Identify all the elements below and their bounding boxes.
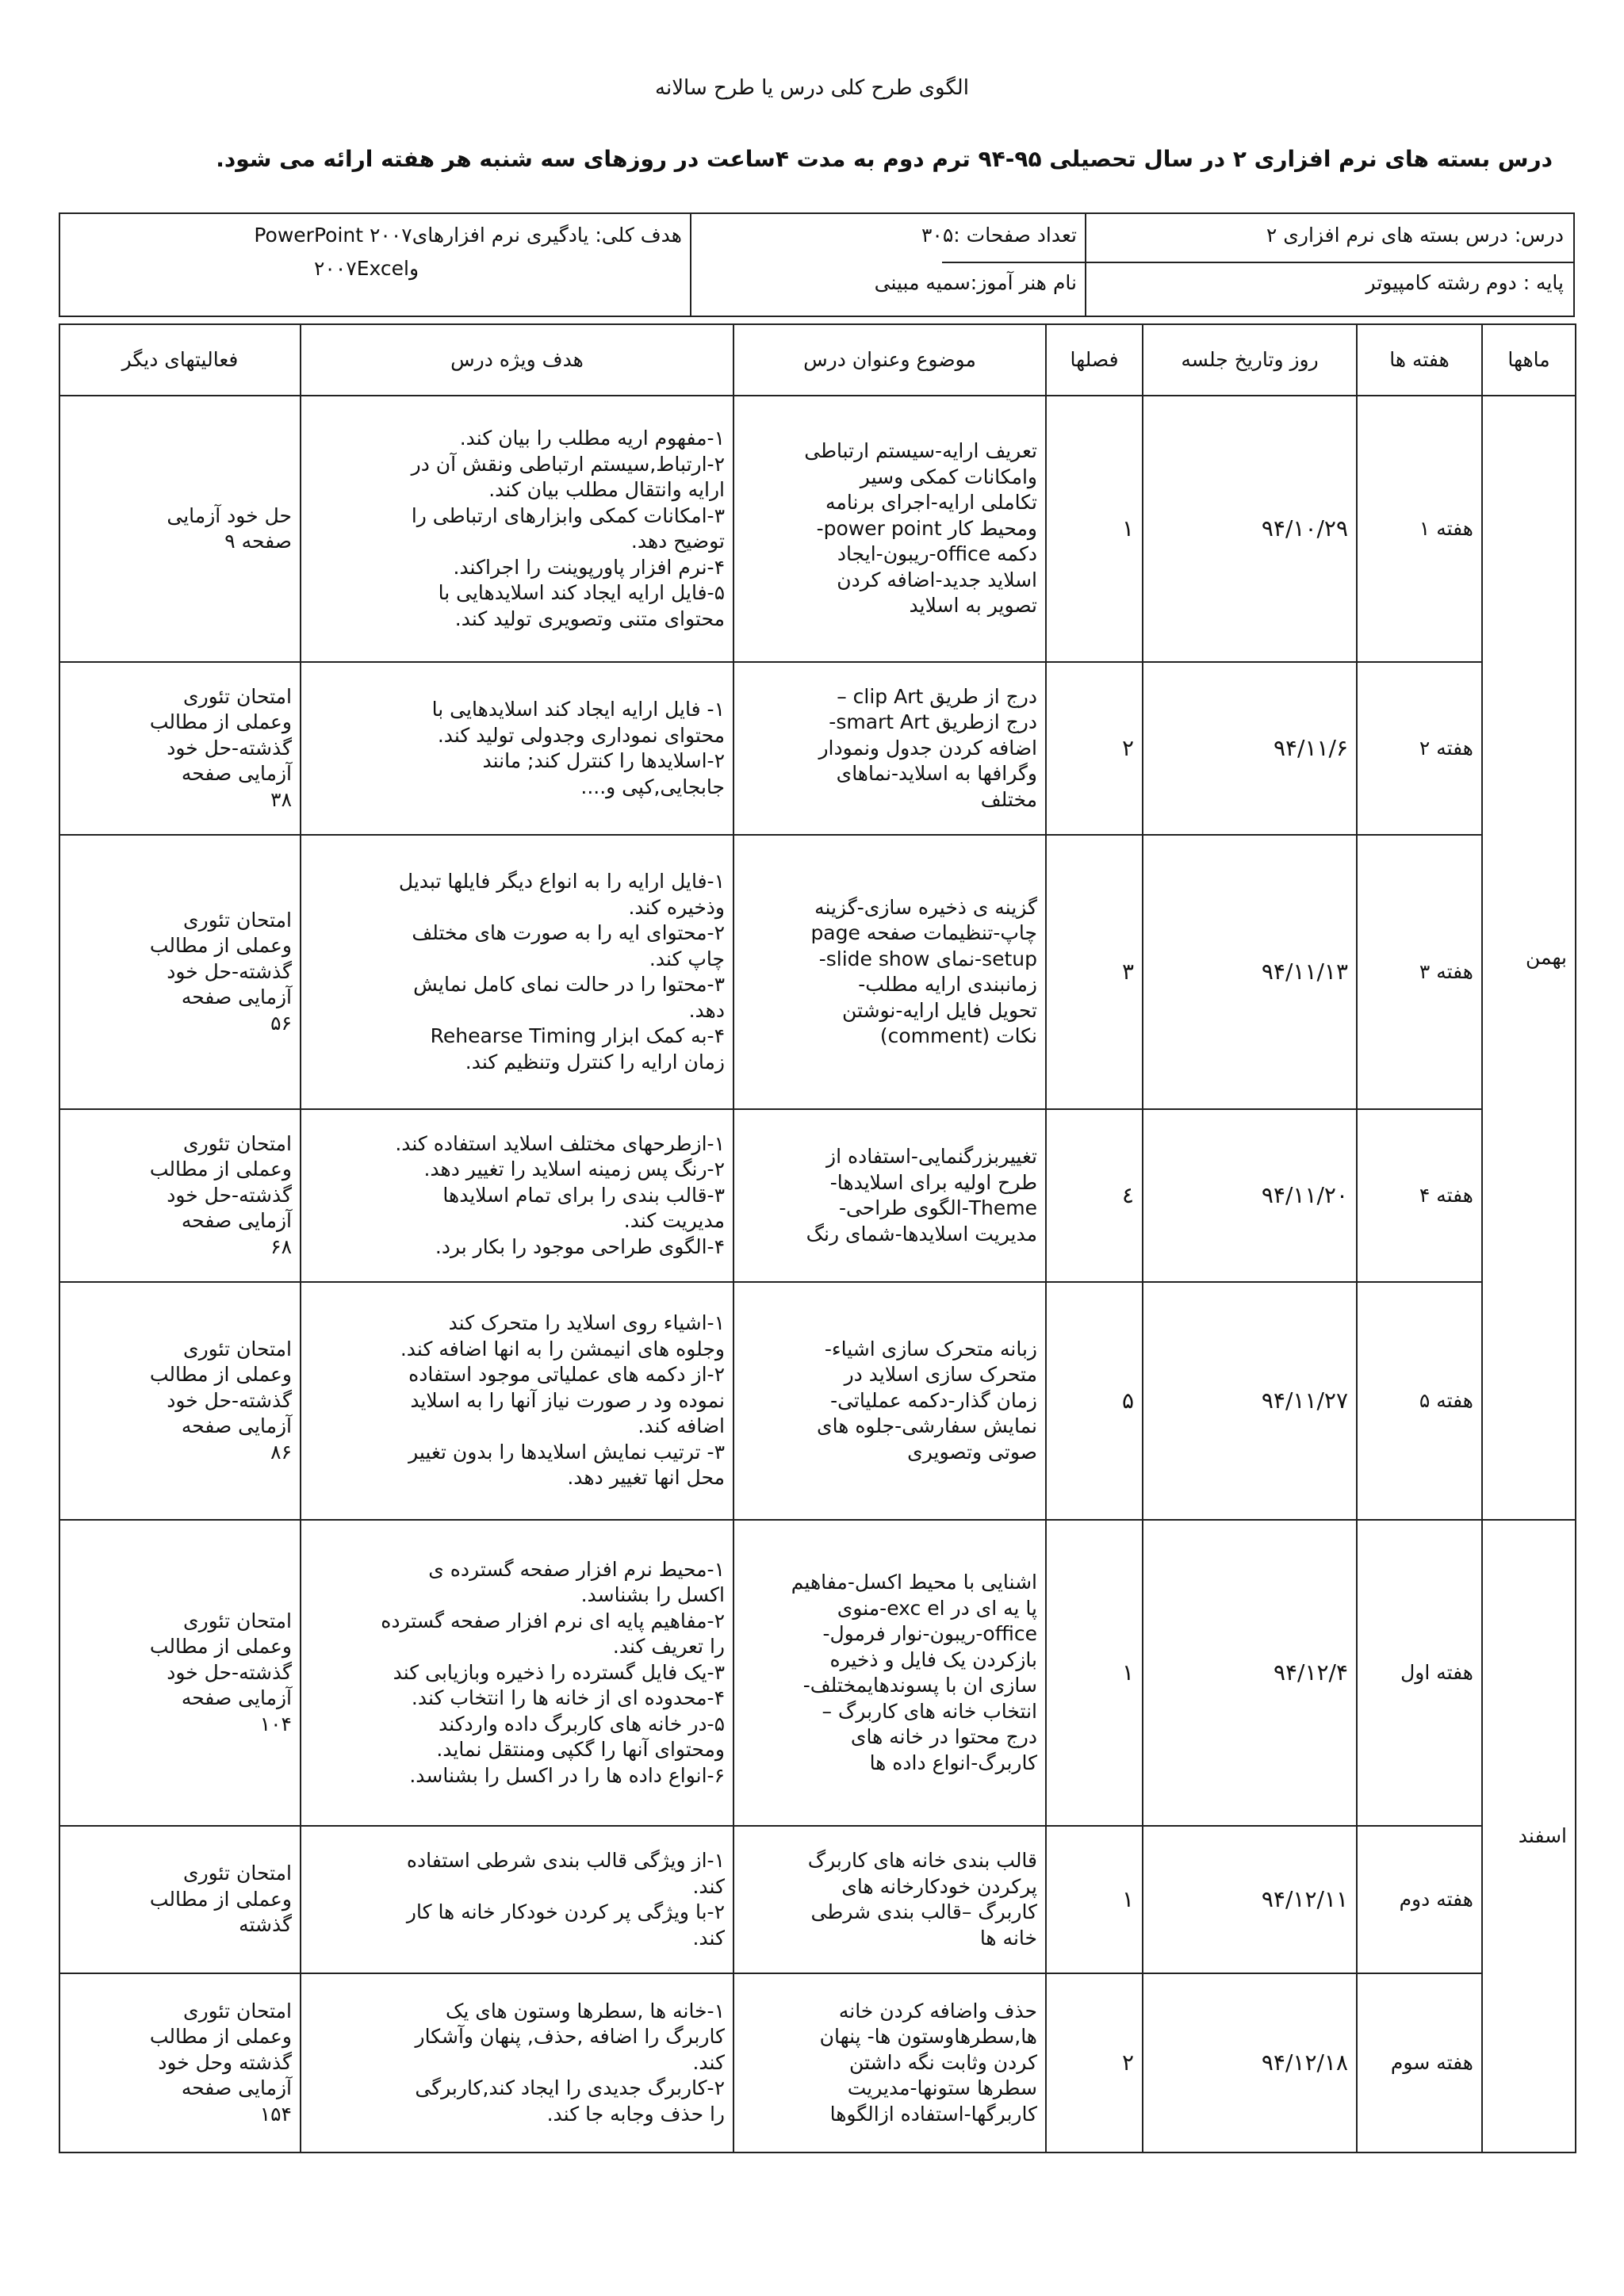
objective-line: ۲-مفاهیم پایه ای نرم افزار صفحه گسترده <box>381 1609 725 1632</box>
chapter-cell: ۳ <box>1046 835 1143 1109</box>
activity-line: حل خود آزمایی <box>167 503 292 527</box>
activity-cell <box>59 662 301 835</box>
objective-line: کند. <box>692 2050 725 2074</box>
activity-cell <box>59 396 301 662</box>
topic-line: چاپ-تنظیمات صفحه page <box>810 921 1037 944</box>
date-cell: ۹۴/۱۱/۲۷ <box>1143 1282 1357 1520</box>
topic-cell <box>733 1973 1046 2152</box>
table-row <box>59 1826 1576 1973</box>
topic-line: حذف واضافه کردن خانه <box>838 1999 1037 2022</box>
topic-line: درج ازطریق smart Art- <box>829 710 1037 734</box>
topic-line: وگرافها به اسلاید-نماهای <box>836 762 1037 786</box>
header-objective: هدف ویژه درس <box>301 324 733 396</box>
objective-line: زمان ارایه را کنترل وتنظیم کند. <box>465 1050 725 1073</box>
activity-cell <box>59 1973 301 2152</box>
date-cell: ۹۴/۱۲/۱۸ <box>1143 1973 1357 2152</box>
activity-line: آزمایی صفحه <box>181 2076 292 2100</box>
activity-line: وعملی از مطالب <box>149 1635 292 1659</box>
chapter-cell: ۱ <box>1046 396 1143 662</box>
table-row <box>59 662 1576 835</box>
activity-line: وعملی از مطالب <box>149 934 292 958</box>
activity-line: ۵۶ <box>270 1011 292 1035</box>
topic-cell <box>733 835 1046 1109</box>
topic-line: کاربرگ –قالب بندی شرطی <box>810 1900 1037 1923</box>
table-row <box>59 835 1576 1109</box>
course-info-box <box>59 212 1575 317</box>
week-cell: هفته دوم <box>1357 1826 1482 1973</box>
activity-cell <box>59 1520 301 1826</box>
activity-line: صفحه ۹ <box>224 530 292 553</box>
objective-line: دهد. <box>688 998 725 1022</box>
date-cell: ۹۴/۱۲/۴ <box>1143 1520 1357 1826</box>
topic-line: بازکردن یک فایل و ذخیره <box>829 1647 1037 1671</box>
week-cell: هفته ۳ <box>1357 835 1482 1109</box>
activity-line: آزمایی صفحه <box>181 762 292 786</box>
week-cell: هفته سوم <box>1357 1973 1482 2152</box>
activity-line: امتحان تئوری <box>183 684 292 708</box>
objective-line: ۴-الگوی طراحی موجود را بکار برد. <box>435 1234 725 1258</box>
activity-line: امتحان تئوری <box>183 1862 292 1885</box>
activity-cell <box>59 1109 301 1282</box>
objective-line: ارایه وانتقال مطلب بیان کند. <box>488 478 725 501</box>
topic-line: ها,سطرهاوستون ها- پنهان <box>819 2025 1037 2049</box>
objective-cell <box>301 1520 733 1826</box>
topic-line: گزینه ی ذخیره سازی-گزینه <box>814 895 1037 919</box>
topic-cell <box>733 1109 1046 1282</box>
activity-line: وعملی از مطالب <box>149 1887 292 1911</box>
topic-line: کاربرگ-انواع داده ها <box>869 1751 1037 1774</box>
activity-line: گذشته-حل خود <box>167 1388 292 1412</box>
date-cell: ۹۴/۱۲/۱۱ <box>1143 1826 1357 1973</box>
activity-cell <box>59 835 301 1109</box>
topic-line: زبانه متحرک سازی اشیاء- <box>824 1337 1037 1360</box>
objective-cell <box>301 1973 733 2152</box>
activity-line: آزمایی صفحه <box>181 1414 292 1438</box>
topic-line: setup-نمای slide show- <box>818 947 1037 970</box>
objective-line: چاپ کند. <box>649 947 725 970</box>
objective-line: کند. <box>692 1874 725 1898</box>
table-row <box>59 1520 1576 1826</box>
activity-line: ۶۸ <box>270 1234 292 1258</box>
table-row <box>59 1109 1576 1282</box>
activity-line: گذشته وحل خود <box>158 2050 292 2074</box>
topic-line: زمانبندی ارایه مطلب- <box>858 973 1037 996</box>
header-month: ماهها <box>1482 324 1576 396</box>
week-cell: هفته اول <box>1357 1520 1482 1826</box>
objective-line: ۱-مفهوم اریه مطلب را بیان کند. <box>459 427 725 450</box>
objective-line: ۳- ترتیب نمایش اسلایدها را بدون تغییر <box>408 1440 725 1464</box>
objective-line: ۱-ازطرحهای مختلف اسلاید استفاده کند. <box>395 1131 725 1155</box>
objective-line: ۱-محیط نرم افزار صفحه گسترده ی <box>428 1557 725 1581</box>
objective-cell <box>301 1282 733 1520</box>
objective-line: محل انها تغییر دهد. <box>567 1466 725 1490</box>
objective-line: ۵-در خانه های کاربرگ داده واردکند <box>438 1712 725 1735</box>
objective-line: توضیح دهد. <box>630 530 725 553</box>
page-count: تعداد صفحات :۳۰۵ <box>921 224 1077 247</box>
table-row <box>59 1973 1576 2152</box>
topic-cell <box>733 1520 1046 1826</box>
objective-line: ۲-ارتباط,سیستم ارتباطی ونقش آن در <box>411 452 725 476</box>
objective-line: محتوای نموداری وجدولی تولید کند. <box>437 723 725 747</box>
general-goal-line1: هدف کلی: یادگیری نرم افزارهای۲۰۰۷ PowerPoint <box>254 224 682 247</box>
objective-cell <box>301 1826 733 1973</box>
activity-cell <box>59 1826 301 1973</box>
activity-line: امتحان تئوری <box>183 1999 292 2022</box>
topic-line: انتخاب خانه های کاربرگ – <box>822 1699 1037 1723</box>
objective-line: ۱-فایل ارایه را به انواع دیگر فایلها تبدیل <box>398 870 725 893</box>
activity-line: وعملی از مطالب <box>149 2025 292 2049</box>
objective-line: ۳-محتوا را در حالت نمای کامل نمایش <box>413 973 725 996</box>
objective-line: اضافه کند. <box>638 1414 725 1438</box>
objective-line: ۲-محتوای ایه را به صورت های مختلف <box>412 921 725 944</box>
objective-line: وجلوه های انیمشن را به انها اضافه کند. <box>400 1337 725 1360</box>
table-row <box>59 1282 1576 1520</box>
activity-line: گذشته-حل خود <box>167 1660 292 1684</box>
lesson-plan-table <box>59 323 1576 2153</box>
topic-line: متحرک سازی اسلاید در <box>844 1363 1037 1387</box>
objective-line: ۳-یک فایل گسترده را ذخیره وبازیابی کند <box>393 1660 725 1684</box>
table-row <box>59 396 1576 662</box>
objective-line: جابجایی,کپی و.... <box>580 775 725 798</box>
objective-line: ۴-نرم افزار پاورپوینت را اجراکند. <box>453 555 725 579</box>
date-cell: ۹۴/۱۰/۲۹ <box>1143 396 1357 662</box>
activity-line: وعملی از مطالب <box>149 1158 292 1181</box>
objective-line: ۱-خانه ها ,سطرها وستون های یک <box>446 1999 725 2022</box>
objective-line: ۲-با ویژگی پر کردن خودکار خانه ها کار <box>406 1900 725 1923</box>
general-goal-line2: و۲۰۰۷Excel <box>314 257 419 280</box>
header-date: روز وتاریخ جلسه <box>1143 324 1357 396</box>
activity-line: وعملی از مطالب <box>149 1363 292 1387</box>
header-topic: موضوع وعنوان درس <box>733 324 1046 396</box>
activity-line: گذشته-حل خود <box>167 959 292 983</box>
chapter-cell: ٤ <box>1046 1109 1143 1282</box>
divider <box>690 214 691 316</box>
date-cell: ۹۴/۱۱/۶ <box>1143 662 1357 835</box>
topic-line: تصویر به اسلاید <box>909 594 1037 618</box>
activity-line: ۸۶ <box>270 1440 292 1464</box>
objective-line: اکسل را بشناسد. <box>580 1583 725 1607</box>
objective-line: مدیریت کند. <box>623 1209 725 1233</box>
topic-line: تعریف ارایه-سیستم ارتباطی <box>804 439 1037 463</box>
date-cell: ۹۴/۱۱/۱۳ <box>1143 835 1357 1109</box>
month-cell: بهمن <box>1482 396 1576 1520</box>
topic-line: مختلف <box>980 787 1037 811</box>
objective-line: ومحتوای آنها را گکپی ومنتقل نماید. <box>436 1738 725 1762</box>
topic-line: سطرها ستونها-مدیریت <box>847 2076 1037 2100</box>
topic-line: درج محتوا در خانه های <box>850 1725 1037 1748</box>
topic-line: طرح اولیه برای اسلایدها- <box>829 1170 1037 1194</box>
topic-line: درج از طریق clip Art – <box>837 684 1037 708</box>
chapter-cell: ۲ <box>1046 662 1143 835</box>
topic-line: زمان گذار-دکمه عملیاتی- <box>830 1388 1037 1412</box>
topic-line: پا یه ای در exc el-منوی <box>837 1596 1037 1620</box>
divider <box>1085 214 1086 316</box>
course-level: پایه : دوم رشته کامپیوتر <box>1365 271 1564 294</box>
objective-line: کند. <box>692 1926 725 1950</box>
topic-line: صوتی وتصویری <box>907 1440 1037 1464</box>
objective-line: ۱-اشیاء روی اسلاید را متحرک کند <box>448 1311 725 1335</box>
activity-line: امتحان تئوری <box>183 1609 292 1632</box>
objective-line: ۲-اسلایدها را کنترل کند; مانند <box>482 749 725 772</box>
topic-cell <box>733 1282 1046 1520</box>
objective-line: ۴-محدوده ای از خانه ها را انتخاب کند. <box>411 1686 725 1710</box>
activity-line: گذشته-حل خود <box>167 1183 292 1207</box>
topic-line: پرکردن خودکارخانه های <box>841 1874 1037 1898</box>
activity-cell <box>59 1282 301 1520</box>
course-description: درس بسته های نرم افزاری ۲ در سال تحصیلی ۹۵-۹۴ ترم دوم به مدت ۴ساعت در روزهای سه شنبه هر هفته ارائه می شود. <box>216 146 1553 172</box>
header-chapter: فصلها <box>1046 324 1143 396</box>
table-body <box>59 396 1576 2152</box>
activity-line: گذشته-حل خود <box>167 736 292 760</box>
objective-line: ۶-انواع داده ها را در اکسل را بشناسد. <box>409 1763 725 1787</box>
topic-line: کاربرگها-استفاده ازالگوها <box>829 2102 1037 2126</box>
chapter-cell: ۵ <box>1046 1282 1143 1520</box>
objective-line: نموده ود ر صورت نیاز آنها را به اسلاید <box>410 1388 725 1412</box>
topic-line: اضافه کردن جدول ونمودار <box>818 736 1037 760</box>
week-cell: هفته ۵ <box>1357 1282 1482 1520</box>
topic-line: خانه ها <box>979 1926 1037 1950</box>
activity-line: گذشته <box>239 1913 292 1937</box>
objective-line: را تعریف کند. <box>612 1635 725 1659</box>
course-name: درس: درس بسته های نرم افزاری ۲ <box>1266 224 1564 247</box>
week-cell: هفته ۴ <box>1357 1109 1482 1282</box>
teacher-name: نام هنر آموز:سمیه مبینی <box>874 271 1077 294</box>
table-header-row <box>59 324 1576 396</box>
topic-line: نمایش سفارشی-جلوه های <box>817 1414 1037 1438</box>
chapter-cell: ۱ <box>1046 1826 1143 1973</box>
chapter-cell: ۱ <box>1046 1520 1143 1826</box>
week-cell: هفته ۱ <box>1357 396 1482 662</box>
topic-line: وامکانات کمکی وسیر <box>860 465 1037 488</box>
objective-line: محتوای متنی وتصویری تولید کند. <box>454 607 725 630</box>
activity-line: آزمایی صفحه <box>181 1686 292 1710</box>
topic-line: مدیریت اسلایدها-شمای رنگ <box>806 1222 1037 1246</box>
chapter-cell: ۲ <box>1046 1973 1143 2152</box>
activity-line: آزمایی صفحه <box>181 985 292 1009</box>
topic-line: تغییربزرگنمایی-استفاده از <box>826 1145 1037 1168</box>
activity-line: آزمایی صفحه <box>181 1209 292 1233</box>
objective-line: ۵-فایل ارایه ایجاد کند اسلایدهایی با <box>438 581 725 604</box>
activity-line: ۳۸ <box>270 787 292 811</box>
objective-line: ۲-کاربرگ جدیدی را ایجاد کند,کاربرگی <box>415 2076 725 2100</box>
objective-line: ۱- فایل ارایه ایجاد کند اسلایدهایی با <box>431 698 725 721</box>
objective-cell <box>301 835 733 1109</box>
topic-line: اشنایی با محیط اکسل-مفاهیم <box>791 1571 1037 1594</box>
topic-line: تکاملی ارایه-اجرای برنامه <box>825 491 1037 515</box>
objective-line: ۱-از ویژگی قالب بندی شرطی استفاده <box>406 1849 725 1872</box>
topic-line: قالب بندی خانه های کاربرگ <box>807 1849 1037 1872</box>
topic-line: تحویل فایل ارایه-نوشتن <box>842 998 1037 1022</box>
topic-line: ومحیط کار power point- <box>816 516 1037 540</box>
topic-line: کردن وثابت نگه داشتن <box>849 2050 1037 2074</box>
activity-line: امتحان تئوری <box>183 908 292 932</box>
objective-line: کاربرگ را اضافه ,حذف, پنهان وآشکار <box>415 2025 725 2049</box>
topic-line: Theme-الگوی طراحی- <box>838 1196 1037 1219</box>
date-cell: ۹۴/۱۱/۲۰ <box>1143 1109 1357 1282</box>
activity-line: امتحان تئوری <box>183 1337 292 1360</box>
objective-line: ۳-امکانات کمکی وابزارهای ارتباطی را <box>411 503 725 527</box>
divider <box>942 262 1573 263</box>
objective-line: ۴-به کمک ابزار Rehearse Timing <box>430 1024 725 1047</box>
week-cell: هفته ۲ <box>1357 662 1482 835</box>
page-title: الگوی طرح کلی درس یا طرح سالانه <box>655 76 969 100</box>
header-week: هفته ها <box>1357 324 1482 396</box>
objective-line: ۲-رنگ پس زمینه اسلاید را تغییر دهد. <box>423 1158 725 1181</box>
topic-line: سازی ان با پسوندهایمختلف- <box>802 1674 1037 1697</box>
topic-cell <box>733 396 1046 662</box>
topic-line: دکمه office-ریبون-ایجاد <box>837 542 1037 566</box>
topic-cell <box>733 662 1046 835</box>
month-cell: اسفند <box>1482 1520 1576 2152</box>
topic-cell <box>733 1826 1046 1973</box>
activity-line: امتحان تئوری <box>183 1131 292 1155</box>
objective-line: را حذف وجابه جا کند. <box>546 2102 725 2126</box>
objective-line: ۳-قالب بندی را برای تمام اسلایدها <box>442 1183 725 1207</box>
activity-line: ۱۵۴ <box>259 2102 292 2126</box>
objective-cell <box>301 662 733 835</box>
objective-line: وذخیره کند. <box>628 895 725 919</box>
objective-line: ۲-از دکمه های عملیاتی موجود استفاده <box>408 1363 725 1387</box>
topic-line: office-ریبون-نوار فرمول- <box>822 1622 1037 1645</box>
objective-cell <box>301 1109 733 1282</box>
activity-line: ۱۰۴ <box>259 1712 292 1735</box>
header-activity: فعالیتهای دیگر <box>59 324 301 396</box>
topic-line: نکات (comment) <box>879 1024 1037 1047</box>
activity-line: وعملی از مطالب <box>149 710 292 734</box>
topic-line: اسلاید جدید-اضافه کردن <box>837 568 1037 591</box>
objective-cell <box>301 396 733 662</box>
